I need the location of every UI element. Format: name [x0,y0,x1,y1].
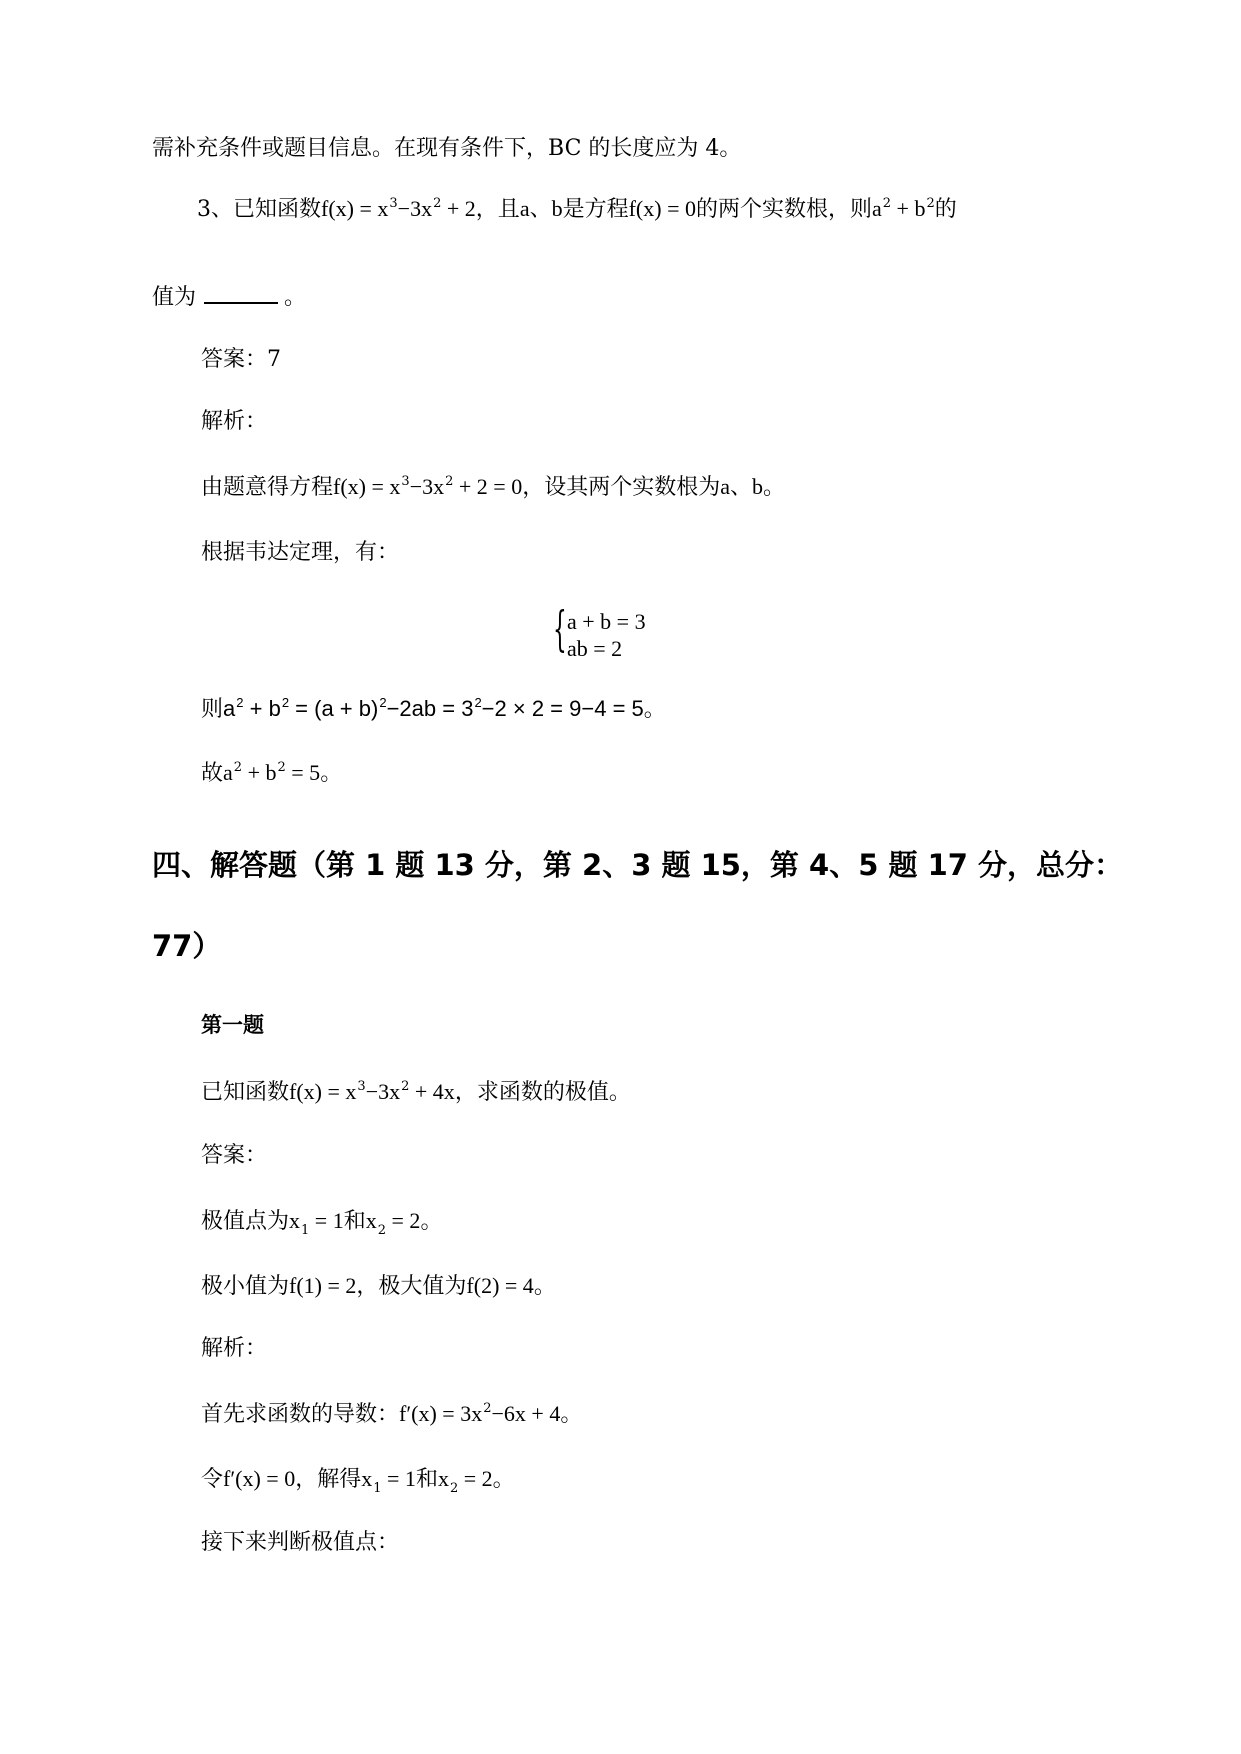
q3-answer: 答案：7 [201,347,281,372]
q3-analysis-label: 解析： [201,409,268,434]
system-eq-product: ab = 2 [567,636,623,661]
section-heading: 四、解答题（第 1 题 13 分，第 2、3 题 15，第 4、5 题 17 分，总分： [152,848,1124,882]
p1-next-step: 接下来判断极值点： [201,1530,400,1555]
q3-vieta-intro: 根据韦达定理，有： [201,540,400,565]
q3-conclusion: 故$a^2 + b^2 = 5$。 [201,760,343,786]
p1-derivative: 首先求函数的导数：$f'(x) = 3x^2-6x + 4$。 [201,1401,583,1427]
left-brace: { [553,601,567,657]
p1-extreme-values: 极小值为f(1) = 2，极大值为f(2) = 4。 [201,1273,556,1299]
p1-analysis-label: 解析： [201,1336,268,1361]
problem-title: 第一题 [201,1013,264,1037]
prev-answer-text: 需补充条件或题目信息。在现有条件下，BC 的长度应为 4。 [152,136,742,161]
q3-calc: 则$a^2 + b^2 = (a + b)^2-2ab = 3^2-2 \times 2 = 9-4 = 5$。 [201,695,666,722]
q3-statement: 3、已知函数$f(x) = x^3-3x^2 + 2$，且a、b是方程f(x) = 0的两个实数根，则$a^2 + b^2$的 [197,196,957,222]
p1-answer-label: 答案： [201,1143,268,1168]
p1-extreme-points: 极值点为$x_1 = 1$和$x_2 = 2$。 [201,1208,443,1238]
p1-statement: 已知函数$f(x) = x^3-3x^2 + 4x$，求函数的极值。 [201,1079,631,1105]
system-eq-sum: a + b = 3 [567,609,646,634]
section-heading-cont: 77） [152,929,222,963]
equation-system [553,601,683,667]
q3-step1: 由题意得方程$f(x) = x^3-3x^2 + 2 = 0$，设其两个实数根为a、b。 [201,474,786,500]
q3-statement-cont: 值为 。 [152,285,307,310]
answer-blank [204,286,278,304]
p1-solve: 令f′(x) = 0，解得$x_1 = 1$和$x_2 = 2$。 [201,1466,515,1496]
